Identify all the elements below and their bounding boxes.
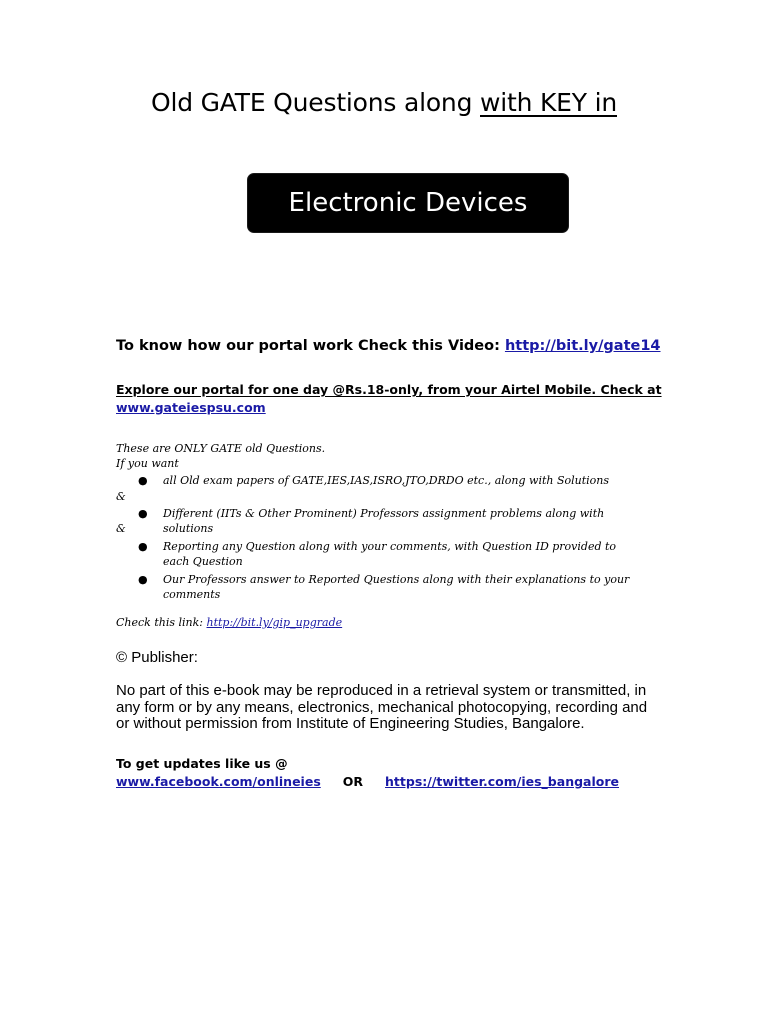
updates-label: To get updates like us @ [116,756,288,771]
check-link-line [116,616,342,629]
list-item [138,540,638,569]
copyright-notice: No part of this e-book may be reproduced in a retrieval system or transmitted, in any form or by any means, electronics, mechanical photocopying, recording and or without permission from Institute of Engineering Studies, Bangalore. [116,682,648,732]
video-link[interactable]: http://bit.ly/gate14 [504,338,661,354]
list-item-text: all Old exam papers of GATE,IES,IAS,ISRO,JTO,DRDO etc., along with Solutions [163,474,610,487]
video-line [116,338,661,354]
bullet-icon: ● [138,573,148,586]
social-links [116,774,619,789]
list-item-text: Our Professors answer to Reported Questions along with their explanations to your comments [163,573,630,601]
intro-line-1: These are ONLY GATE old Questions. [116,442,326,455]
portal-link-line [116,400,266,415]
list-item [138,507,638,536]
list-item-text: Different (IITs & Other Prominent) Professors assignment problems along with solutions [163,507,605,535]
bullet-icon: ● [138,474,148,487]
bullet-icon: ● [138,540,148,553]
title-plain: Old GATE Questions along [151,88,480,117]
list-item [138,474,638,489]
facebook-link[interactable]: www.facebook.com/onlineies [116,774,321,789]
upgrade-link[interactable]: http://bit.ly/gip_upgrade [206,616,343,629]
subject-label: Electronic Devices [288,188,528,218]
twitter-link[interactable]: https://twitter.com/ies_bangalore [385,774,619,789]
subject-banner [247,173,569,233]
video-text: To know how our portal work Check this Video: [116,338,505,354]
page-title [0,88,768,117]
bullet-icon: ● [138,507,148,520]
ampersand: & [116,490,126,503]
list-item [138,573,638,602]
explore-line: Explore our portal for one day @Rs.18-only, from your Airtel Mobile. Check at [116,382,662,397]
intro-text [116,442,325,471]
title-underlined: with KEY in [480,88,617,117]
portal-link[interactable]: www.gateiespsu.com [116,400,266,415]
publisher-label: © Publisher: [116,649,198,666]
list-item-text: Reporting any Question along with your comments, with Question ID provided to each Question [163,540,617,568]
check-link-text: Check this link: [116,616,207,629]
intro-line-2: If you want [116,456,179,470]
or-separator: OR [342,774,364,789]
ampersand: & [116,522,126,535]
